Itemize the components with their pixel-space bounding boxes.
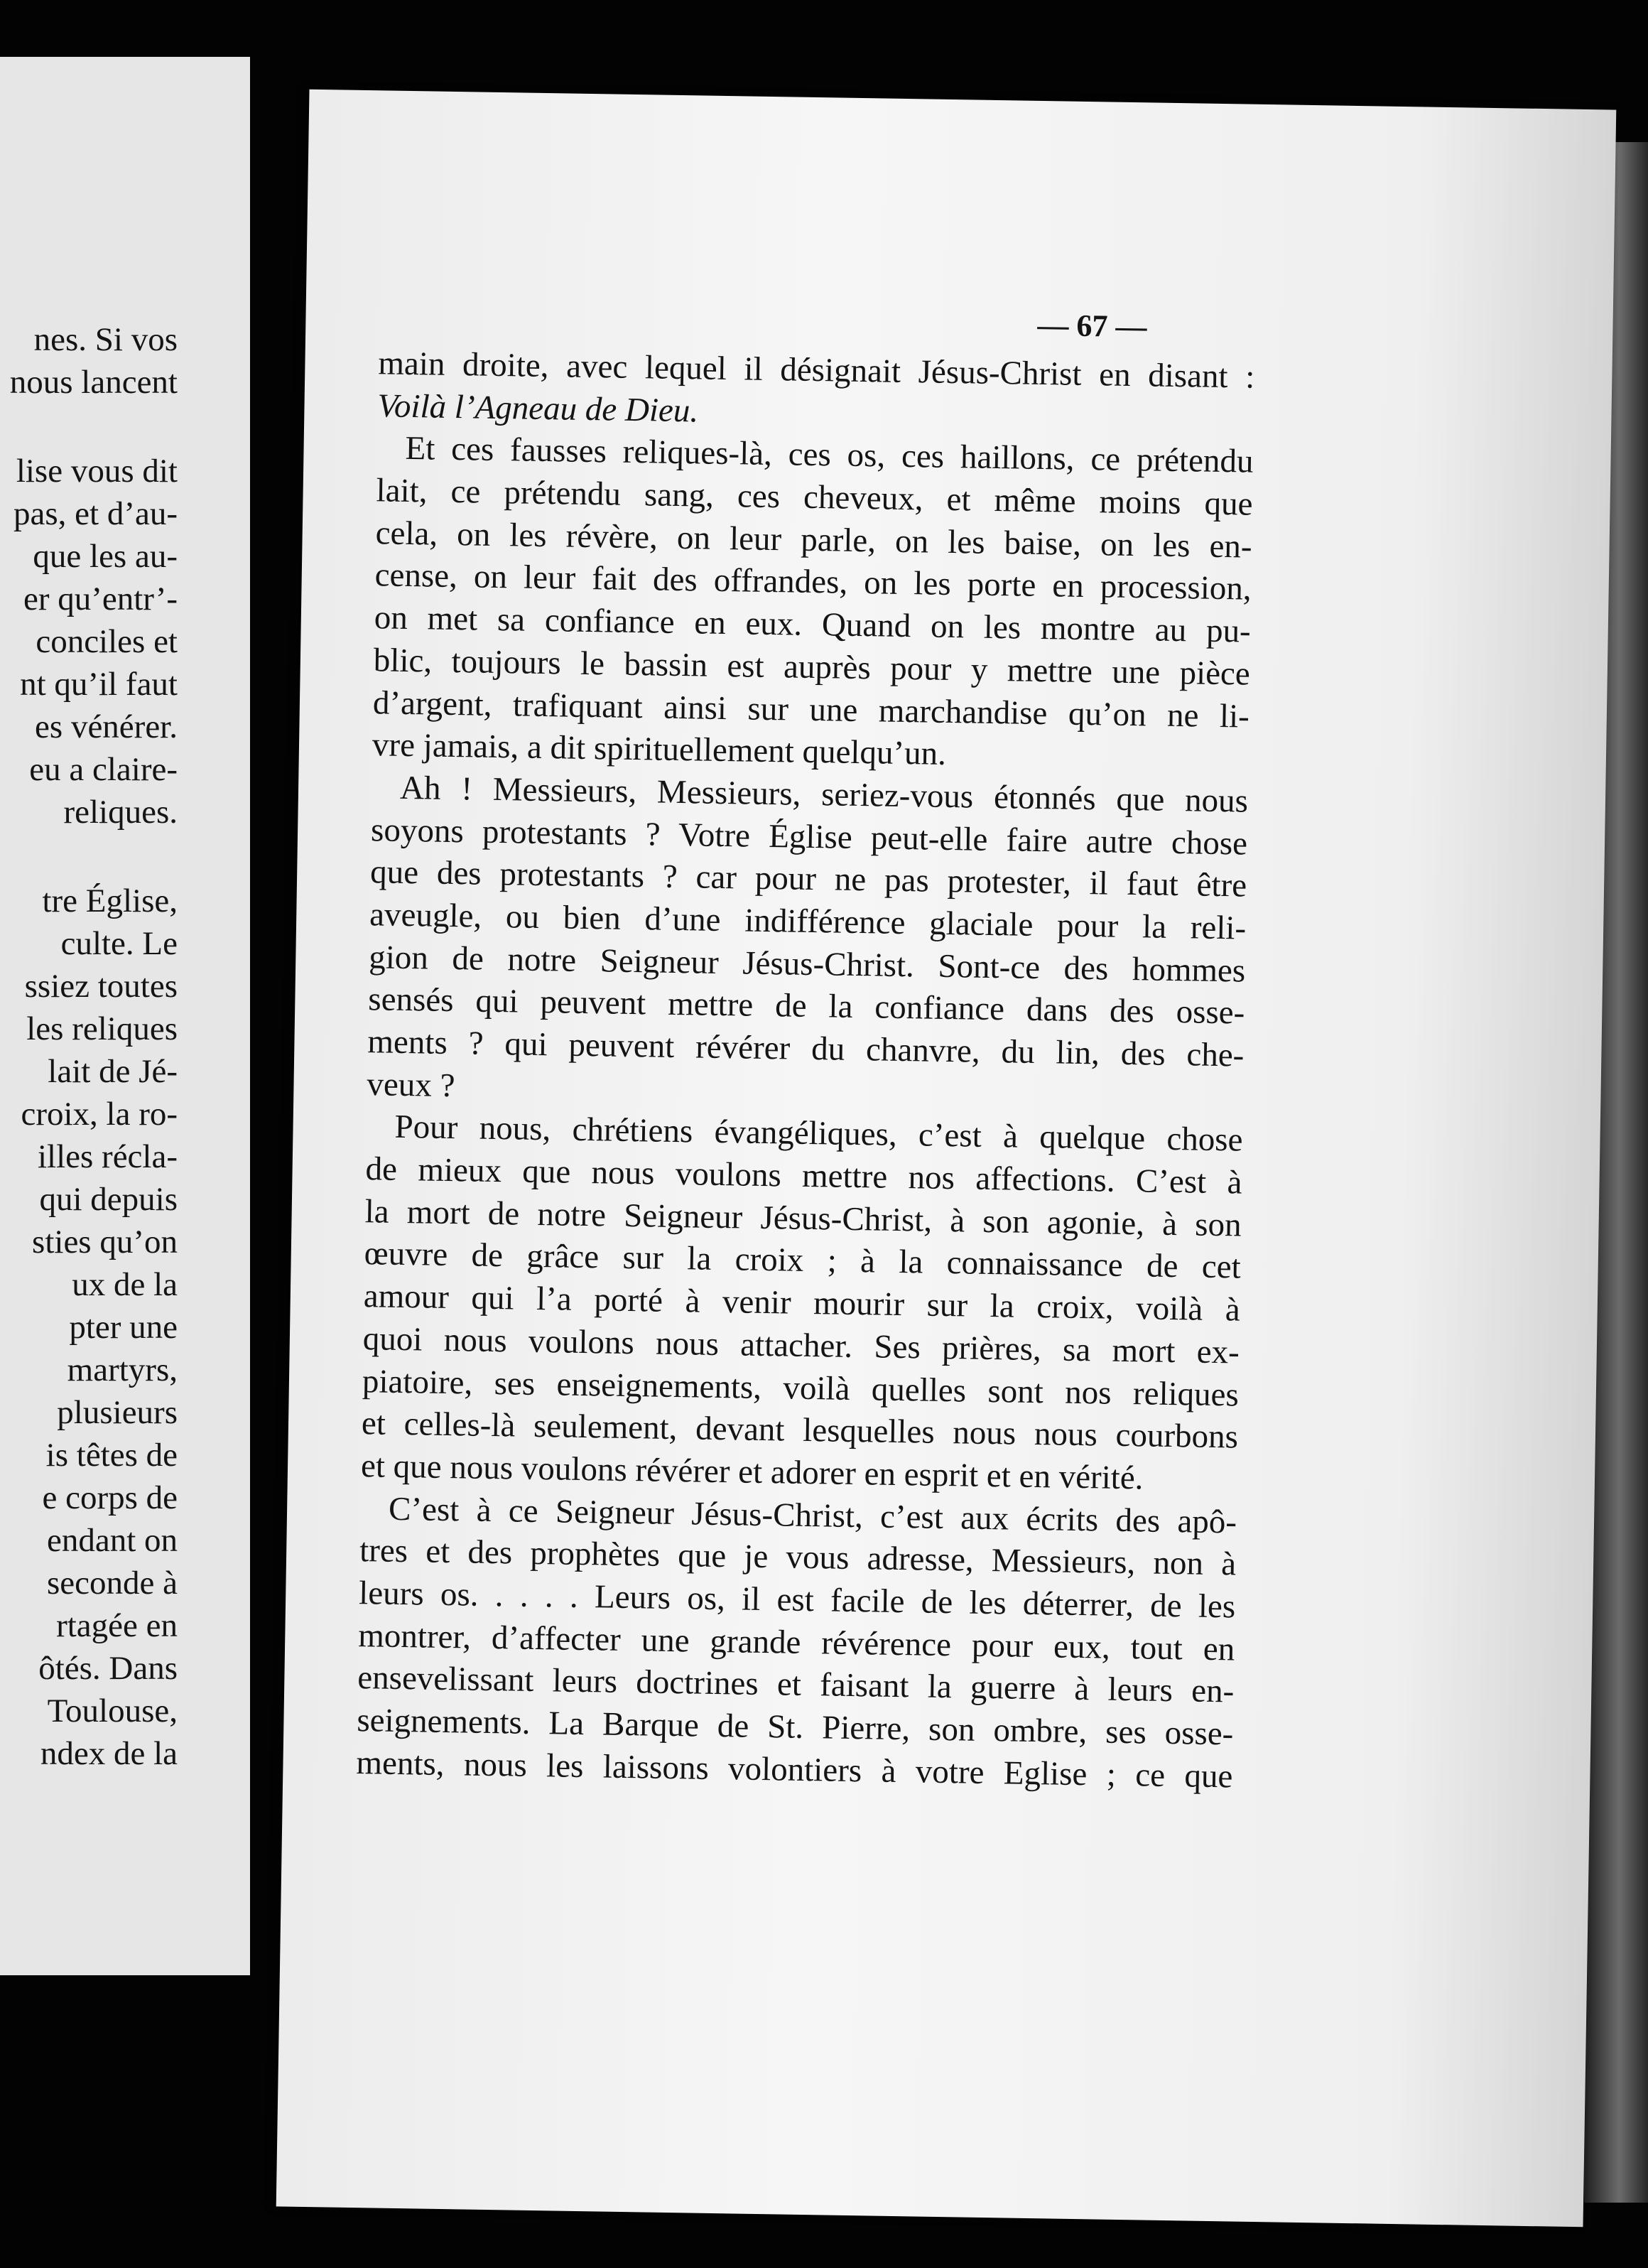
text-line: et celles-là seulement, devant lesquelles nous nous courbons [361, 1405, 1239, 1456]
left-text-line: es vénérer. [35, 708, 178, 745]
text-line: quoi nous voulons nous attacher. Ses prières, sa mort ex- [362, 1319, 1240, 1371]
left-text-line: nous lancent [9, 364, 178, 401]
text-line: ensevelissant leurs doctrines et faisant la guerre à leurs en- [357, 1659, 1235, 1710]
text-line: Voilà l’Agneau de Dieu. [377, 387, 699, 430]
text-line: aveugle, ou bien d’une indifférence glaciale pour la reli- [369, 896, 1247, 947]
text-line: d’argent, trafiquant ainsi sur une marchandise qu’on ne li- [372, 684, 1250, 735]
left-text-line: sties qu’on [32, 1224, 178, 1260]
text-line: Et ces fausses reliques-là, ces os, ces haillons, ce prétendu [405, 430, 1254, 481]
left-text-line: lise vous dit [16, 453, 178, 490]
text-line: piatoire, ses enseignements, voilà quelles sont nos reliques [362, 1362, 1240, 1414]
left-text-line: tre Église, [42, 882, 178, 919]
left-text-line: er qu’entr’- [23, 580, 178, 617]
left-text-line: rtagée en [56, 1607, 178, 1644]
left-text-line: ôtés. Dans [38, 1650, 178, 1687]
left-page-fragment [0, 57, 250, 1975]
left-text-line: Toulouse, [47, 1692, 178, 1729]
left-text-line: endant on [46, 1522, 178, 1559]
text-line: cense, on leur fait des offrandes, on les porte en procession, [374, 556, 1252, 608]
left-text-line: les reliques [26, 1010, 178, 1047]
left-text-line: reliques. [63, 794, 178, 831]
right-page [276, 90, 1617, 2228]
left-text-line: lait de Jé- [48, 1053, 178, 1090]
left-text-line: qui depuis [39, 1181, 178, 1218]
left-text-line: croix, la ro- [21, 1096, 178, 1133]
left-text-line: pas, et d’au- [13, 495, 178, 532]
body-text [356, 342, 1255, 1798]
left-text-line: culte. Le [60, 925, 178, 962]
text-line: lait, ce prétendu sang, ces cheveux, et même moins que [376, 472, 1253, 523]
text-line: Ah ! Messieurs, Messieurs, seriez-vous étonnés que nous [399, 769, 1249, 820]
text-line: et que nous voulons révérer et adorer en esprit et en vérité. [360, 1447, 1144, 1497]
left-text-line: martyrs, [67, 1351, 178, 1388]
text-line: œuvre de grâce sur la croix ; à la connaissance de cet [364, 1235, 1242, 1286]
text-line: main droite, avec lequel il désignait Jésus-Christ en disant : [378, 345, 1255, 396]
text-line: la mort de notre Seigneur Jésus-Christ, à son agonie, à son [364, 1192, 1242, 1244]
left-text-line: ssiez toutes [24, 968, 178, 1005]
text-line: C’est à ce Seigneur Jésus-Christ, c’est aux écrits des apô- [388, 1490, 1237, 1541]
text-line: que des protestants ? car pour ne pas protester, il faut être [369, 853, 1247, 904]
text-line: leurs os. . . . . Leurs os, il est facile de les déterrer, de les [358, 1575, 1236, 1626]
left-text-line: eu a claire- [29, 751, 178, 788]
text-line: de mieux que nous voulons mettre nos affections. C’est à [365, 1150, 1242, 1202]
left-text-line: e corps de [42, 1479, 178, 1516]
left-text-line: ux de la [72, 1266, 178, 1303]
text-line: amour qui l’a porté à venir mourir sur la croix, voilà à [363, 1278, 1241, 1329]
left-text-line: pter une [69, 1309, 178, 1346]
left-text-line: plusieurs [57, 1394, 178, 1431]
text-line: on met sa confiance en eux. Quand on les montre au pu- [374, 599, 1252, 650]
text-line: ments ? qui peuvent révérer du chanvre, du lin, des che- [367, 1023, 1245, 1074]
left-text-line: illes récla- [37, 1138, 178, 1175]
text-line: seignements. La Barque de St. Pierre, son ombre, ses osse- [357, 1702, 1234, 1753]
left-text-line: que les au- [33, 538, 178, 575]
left-text-line: nt qu’il faut [20, 666, 178, 703]
text-line: cela, on les révère, on leur parle, on les baise, on les en- [375, 514, 1252, 566]
text-line: gion de notre Seigneur Jésus-Christ. Sont-ce des hommes [368, 938, 1246, 990]
text-line: ments, nous les laissons volontiers à votre Eglise ; ce que [356, 1744, 1233, 1796]
text-line: sensés qui peuvent mettre de la confiance dans des osse- [368, 981, 1245, 1032]
left-text-line: ndex de la [40, 1735, 178, 1772]
text-line: vre jamais, a dit spirituellement quelqu’un. [372, 726, 947, 773]
left-text-line: nes. Si vos [33, 321, 178, 358]
left-text-line: conciles et [36, 623, 178, 660]
text-line: veux ? [367, 1065, 455, 1104]
text-line: tres et des prophètes que je vous adresse, Messieurs, non à [359, 1532, 1237, 1583]
left-text-line: seconde à [47, 1565, 178, 1602]
text-line: montrer, d’affecter une grande révérence pour eux, tout en [357, 1616, 1235, 1668]
text-line: soyons protestants ? Votre Église peut-elle faire autre chose [370, 811, 1248, 863]
text-line: Pour nous, chrétiens évangéliques, c’est à quelque chose [394, 1108, 1243, 1159]
page-number: — 67 — [1037, 307, 1147, 345]
text-line: blic, toujours le bassin est auprès pour y mettre une pièce [373, 642, 1251, 693]
left-text-line: is têtes de [45, 1437, 178, 1474]
